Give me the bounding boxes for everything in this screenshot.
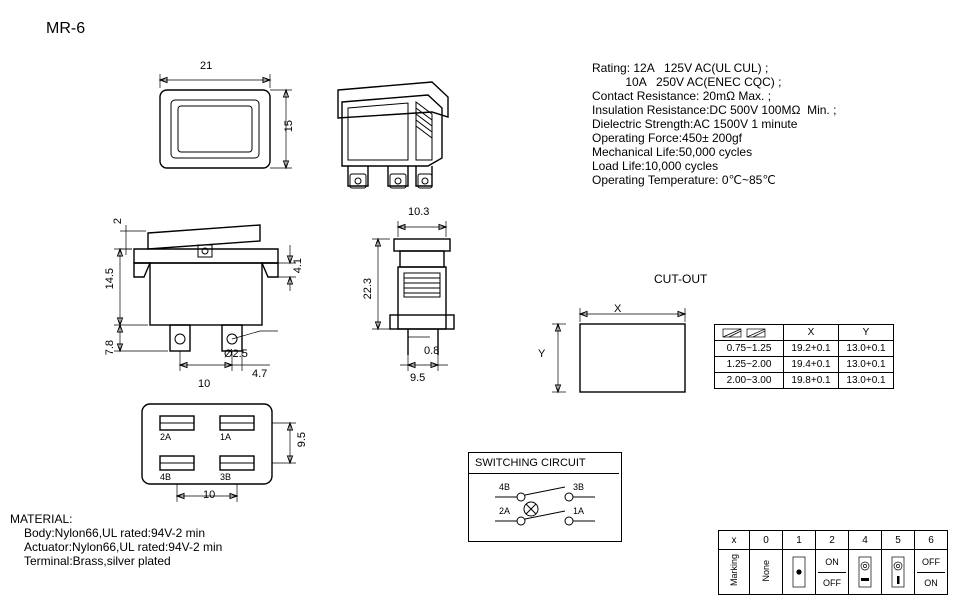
cell-y: 13.0+0.1	[839, 373, 894, 389]
terminal-label-4B: 4B	[160, 472, 172, 482]
marking-row-label	[719, 550, 750, 595]
cell-x: 19.2+0.1	[784, 341, 839, 357]
cutout-col-y: Y	[839, 325, 894, 341]
marking-off-text: OFF	[823, 577, 841, 588]
terminal-label-3B: 3B	[220, 472, 232, 482]
dim-front-9-5: 9.5	[410, 372, 426, 384]
marking-on-text: ON	[825, 556, 839, 567]
terminal-label-2A: 2A	[160, 432, 172, 442]
cutout-x-label: X	[614, 303, 622, 315]
circuit-label-4B: 4B	[499, 482, 511, 492]
table-row	[715, 373, 894, 389]
spec-line: Dielectric Strength:AC 1500V 1 minute	[592, 117, 798, 131]
cell-y: 13.0+0.1	[839, 357, 894, 373]
spec-line: Mechanical Life:50,000 cycles	[592, 145, 753, 159]
dim-front-22-3: 22.3	[362, 278, 374, 300]
front-view-drawing	[360, 215, 540, 395]
table-row	[715, 341, 894, 357]
cell-thickness: 1.25~2.00	[715, 357, 784, 373]
marking-col-6: 6	[915, 531, 948, 550]
marking-cell-1	[783, 550, 816, 595]
cutout-col-x: X	[784, 325, 839, 341]
dim-side-7-8: 7.8	[104, 340, 116, 356]
dim-side-2: 2	[112, 218, 124, 225]
terminal-label-1A: 1A	[220, 432, 232, 442]
cutout-title: CUT-OUT	[654, 272, 708, 286]
cutout-y-label: Y	[538, 348, 546, 360]
cutout-drawing	[530, 300, 700, 410]
dim-side-14-5: 14.5	[104, 268, 116, 290]
dim-bottom-9-5: 9.5	[296, 432, 308, 448]
dim-hole-dia: Ø2.5	[224, 348, 248, 360]
marking-none-text: None	[760, 559, 771, 582]
dim-side-4-7: 4.7	[252, 368, 268, 380]
cell-thickness: 0.75~1.25	[715, 341, 784, 357]
cell-x: 19.4+0.1	[784, 357, 839, 373]
spec-line: Rating: 12A 125V AC(UL CUL) ;	[592, 61, 769, 75]
table-row	[715, 357, 894, 373]
cell-thickness: 2.00~3.00	[715, 373, 784, 389]
marking-table	[718, 530, 948, 595]
marking-row-header-label: Marking	[728, 554, 739, 587]
cutout-col-thickness	[715, 325, 784, 341]
marking-header-row	[719, 531, 948, 550]
marking-col-1: 1	[783, 531, 816, 550]
isometric-view-drawing	[320, 62, 480, 202]
spec-line: Load Life:10,000 cycles	[592, 159, 719, 173]
page-title: MR-6	[46, 20, 86, 37]
cell-x: 19.8+0.1	[784, 373, 839, 389]
spec-line: Insulation Resistance:DC 500V 100MΩ Min. ;	[592, 103, 837, 117]
spec-line: Operating Temperature: 0℃~85℃	[592, 173, 776, 187]
side-view-drawing	[110, 215, 340, 395]
dim-side-10: 10	[198, 378, 211, 390]
material-line: Body:Nylon66,UL rated:94V-2 min	[24, 526, 205, 540]
marking-col-4: 4	[849, 531, 882, 550]
spec-line: 10A 250V AC(ENEC CQC) ;	[592, 75, 782, 89]
dim-bottom-10: 10	[203, 489, 216, 501]
marking-off-text: OFF	[922, 556, 940, 567]
table-header-row	[715, 325, 894, 341]
spec-line: Contact Resistance: 20mΩ Max. ;	[592, 89, 772, 103]
material-line: Terminal:Brass,silver plated	[24, 554, 171, 568]
dim-front-0-8: 0.8	[424, 345, 440, 357]
dim-top-width: 21	[200, 60, 213, 72]
switching-circuit-box	[468, 452, 622, 542]
circuit-label-2A: 2A	[499, 506, 511, 516]
dim-front-10-3: 10.3	[408, 206, 430, 218]
marking-cell-5	[882, 550, 915, 595]
marking-col-5: 5	[882, 531, 915, 550]
dim-top-height: 15	[283, 120, 295, 133]
marking-value-row	[719, 550, 948, 595]
marking-row-header-x: x	[719, 531, 750, 550]
switching-circuit-title: SWITCHING CIRCUIT	[475, 457, 586, 469]
marking-col-0: 0	[750, 531, 783, 550]
material-block	[10, 512, 222, 568]
cutout-table	[714, 324, 894, 389]
cell-y: 13.0+0.1	[839, 341, 894, 357]
marking-on-text: ON	[924, 577, 938, 588]
marking-cell-2	[816, 550, 849, 595]
dim-side-4-1: 4.1	[292, 258, 304, 274]
spec-line: Operating Force:450± 200gf	[592, 131, 743, 145]
marking-cell-4	[849, 550, 882, 595]
marking-cell-0	[750, 550, 783, 595]
marking-cell-6	[915, 550, 948, 595]
circuit-label-3B: 3B	[573, 482, 585, 492]
top-view-drawing	[140, 60, 340, 210]
specifications-block	[592, 61, 836, 187]
marking-col-2: 2	[816, 531, 849, 550]
material-line: Actuator:Nylon66,UL rated:94V-2 min	[24, 540, 223, 554]
bottom-view-drawing	[120, 398, 320, 518]
material-heading: MATERIAL:	[10, 512, 73, 526]
circuit-label-1A: 1A	[573, 506, 585, 516]
